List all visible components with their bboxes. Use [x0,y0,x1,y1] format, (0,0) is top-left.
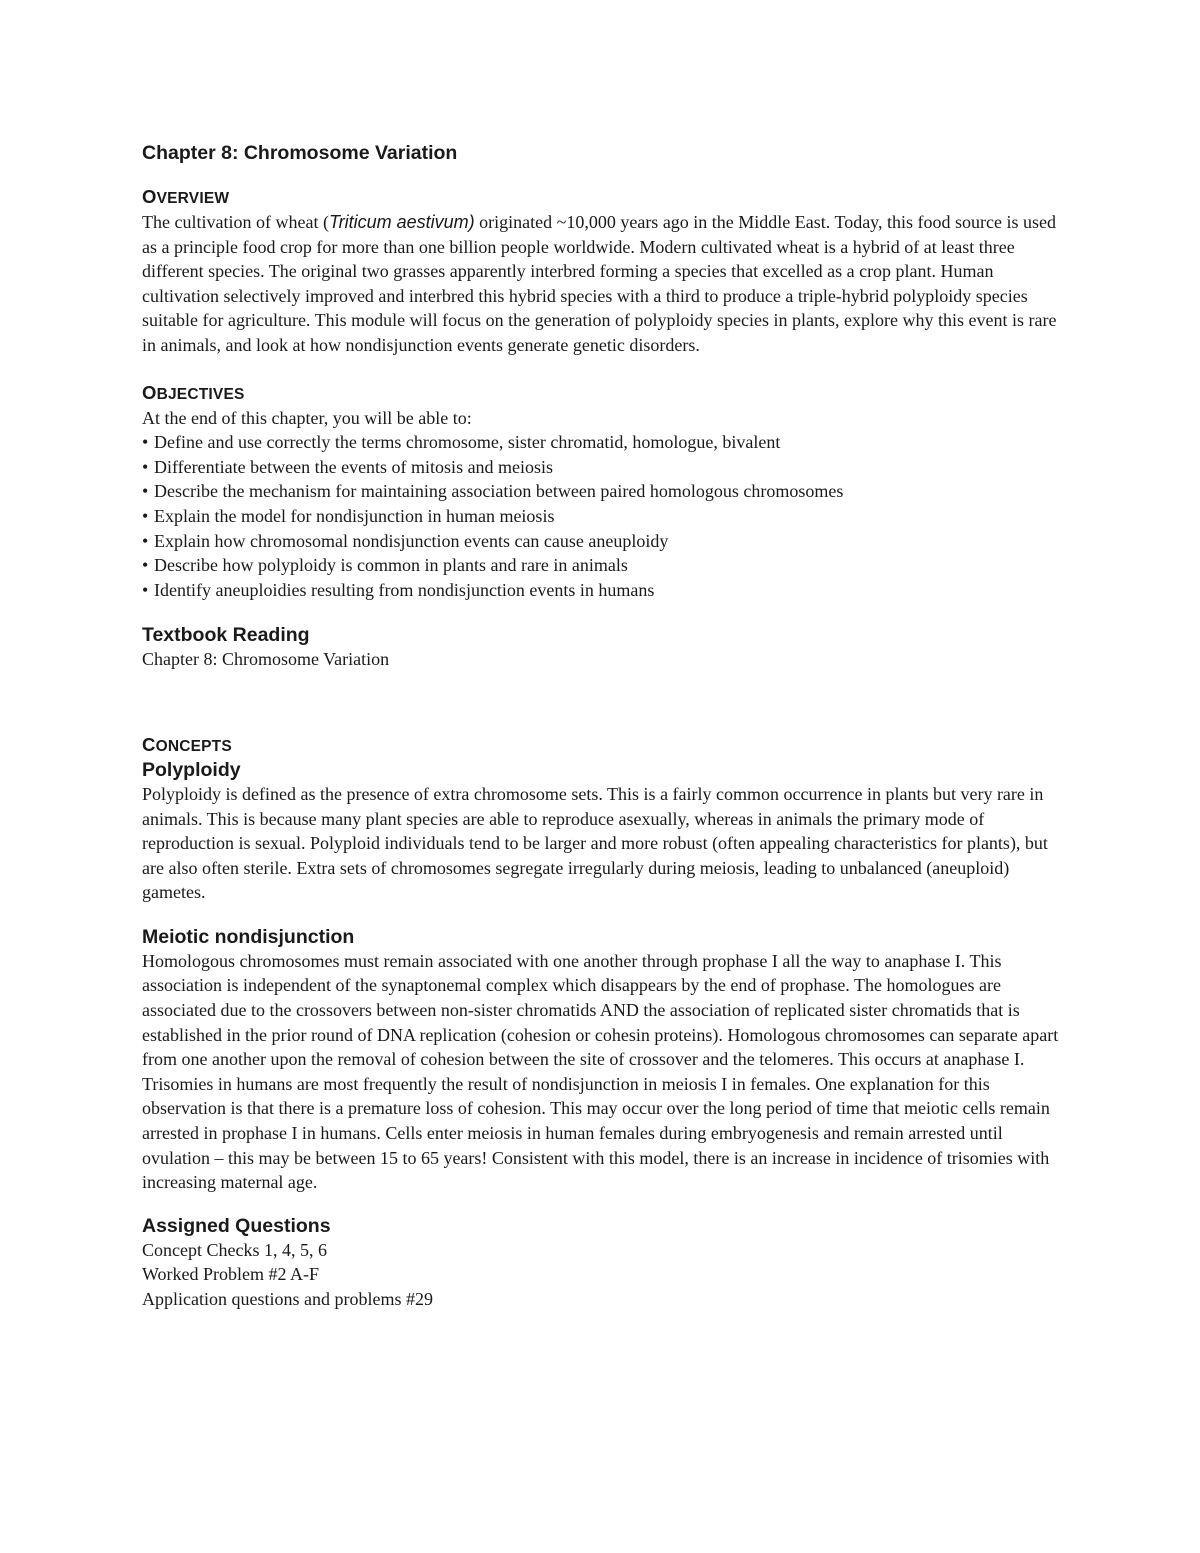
overview-heading [142,186,1062,210]
list-item [142,504,1062,529]
concepts-heading-rest: ONCEPTS [155,737,232,755]
textbook-reading-text: Chapter 8: Chromosome Variation [142,649,390,670]
objectives-intro: At the end of this chapter, you will be able to: [142,407,472,428]
concepts-heading [142,734,1062,758]
bullet-mark: • [142,456,149,477]
chapter-title: Chapter 8: Chromosome Variation [142,142,458,164]
bullet-mark: • [142,432,149,453]
assigned-item: Concept Checks 1, 4, 5, 6 [142,1239,327,1260]
list-item [142,529,1062,554]
overview-text-before: The cultivation of wheat ( [142,212,329,232]
polyploidy-paragraph: Polyploidy is defined as the presence of extra chromosome sets. This is a fairly common occurrence in plants but very rare in animals. This is because many plant species are able to reproduce asexually, whereas in animals the primary mode of reproduction is sexual. Polyploid individuals tend to be larger and more robust (often appealing characteristics for plants), but are also often sterile. Extra sets of chromosomes segregate irregularly during meiosis, leading to unbalanced (aneuploid) gametes. [142,783,1048,903]
objective-text: Explain how chromosomal nondisjunction events can cause aneuploidy [154,530,669,551]
list-item [142,430,1062,455]
objective-text: Describe the mechanism for maintaining association between paired homologous chromosomes [154,481,844,502]
objectives-heading-cap: O [142,381,157,403]
objectives-heading [142,382,1062,406]
polyploidy-heading: Polyploidy [142,758,241,781]
list-item [142,578,1062,603]
list-item [142,553,1062,578]
assigned-item: Application questions and problems #29 [142,1289,433,1309]
objectives-heading-rest: BJECTIVES [156,385,245,403]
list-item [142,479,1062,504]
assigned-questions-heading: Assigned Questions [142,1214,331,1237]
objective-text: Explain the model for nondisjunction in human meiosis [154,505,555,526]
overview-species-name: Triticum aestivum) [328,212,475,232]
objective-text: Identify aneuploidies resulting from nondisjunction events in humans [154,579,655,600]
overview-text-after: originated ~10,000 years ago in the Middle East. Today, this food source is used as a principle food crop for more than one billion people worldwide. Modern cultivated wheat is a hybrid of at least three different species. The original two grasses apparently interbred forming a species that excelled as a crop plant. Human cultivation selectively improved and interbred this hybrid species with a third to produce a triple-hybrid polyploidy species suitable for agriculture. This module will focus on the generation of polyploidy species in plants, explore why this event is rare in animals, and look at how nondisjunction events generate genetic disorders. [142,212,1057,355]
concepts-heading-cap: C [142,733,156,755]
overview-heading-rest: VERVIEW [156,190,230,207]
nondisjunction-heading: Meiotic nondisjunction [142,925,355,948]
list-item [142,455,1062,480]
overview-heading-cap: O [142,186,157,207]
bullet-mark: • [142,579,149,600]
objective-text: Describe how polyploidy is common in plants and rare in animals [154,555,628,576]
textbook-heading: Textbook Reading [142,624,310,647]
objective-text: Differentiate between the events of mitosis and meiosis [154,456,554,477]
overview-paragraph [142,210,1062,358]
bullet-mark: • [142,555,149,576]
bullet-mark: • [142,530,149,551]
objectives-list [142,430,1062,602]
nondisjunction-paragraph: Homologous chromosomes must remain associated with one another through prophase I all the way to anaphase I. This association is independent of the synaptonemal complex which disappears by the end of prophase. The homologues are associated due to the crossovers between non-sister chromatids AND the association of replicated sister chromatids that is established in the prior round of DNA replication (cohesion or cohesin proteins). Homologous chromosomes can separate apart from one another upon the removal of cohesion between the site of crossover and the telomeres. This occurs at anaphase I. Trisomies in humans are most frequently the result of nondisjunction in meiosis I in females. One explanation for this observation is that there is a premature loss of cohesion. This may occur over the long period of time that meiotic cells remain arrested in prophase I in humans. Cells enter meiosis in human females during embryogenesis and remain arrested until ovulation – this may be between 15 to 65 years! Consistent with this model, there is an increase in incidence of trisomies with increasing maternal age. [142,950,1059,1193]
document-page [142,140,1062,1312]
objective-text: Define and use correctly the terms chromosome, sister chromatid, homologue, bivalent [154,432,781,453]
bullet-mark: • [142,481,149,502]
bullet-mark: • [142,505,149,526]
assigned-item: Worked Problem #2 A-F [142,1264,320,1285]
